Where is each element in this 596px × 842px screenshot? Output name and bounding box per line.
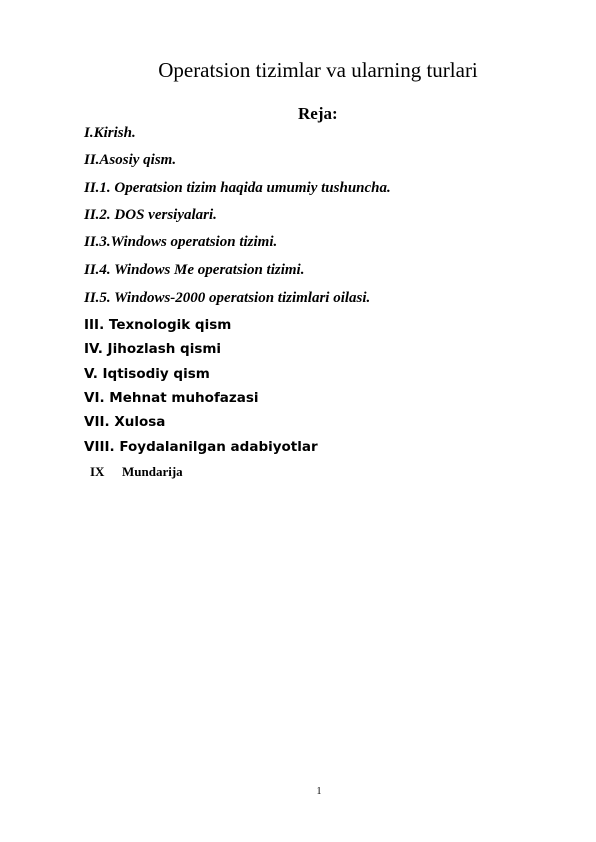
plan-item-1: I.Kirish. [84, 125, 136, 141]
plan-item-8: III. Texnologik qism [84, 317, 232, 333]
plan-heading: Reja: [298, 104, 338, 123]
plan-item-14-label: Mundarija [122, 464, 183, 479]
plan-item-10: V. Iqtisodiy qism [84, 366, 210, 382]
plan-item-9: IV. Jihozlash qismi [84, 341, 222, 357]
plan-item-14-number: IX [90, 464, 105, 479]
plan-item-5: II.3.Windows operatsion tizimi. [84, 234, 278, 250]
plan-item-12: VII. Xulosa [84, 414, 166, 430]
plan-item-3: II.1. Operatsion tizim haqida umumiy tushuncha. [84, 180, 391, 196]
plan-item-6: II.4. Windows Me operatsion tizimi. [84, 262, 305, 278]
plan-item-2: II.Asosiy qism. [84, 152, 177, 168]
document-title: Operatsion tizimlar va ularning turlari [158, 58, 478, 82]
page-number: 1 [316, 786, 322, 797]
plan-item-7: II.5. Windows-2000 operatsion tizimlari oilasi. [84, 290, 371, 306]
plan-item-13: VIII. Foydalanilgan adabiyotlar [84, 439, 318, 455]
plan-item-11: VI. Mehnat muhofazasi [84, 390, 259, 406]
plan-item-4: II.2. DOS versiyalari. [84, 207, 217, 223]
plan-item-14 [90, 464, 183, 480]
